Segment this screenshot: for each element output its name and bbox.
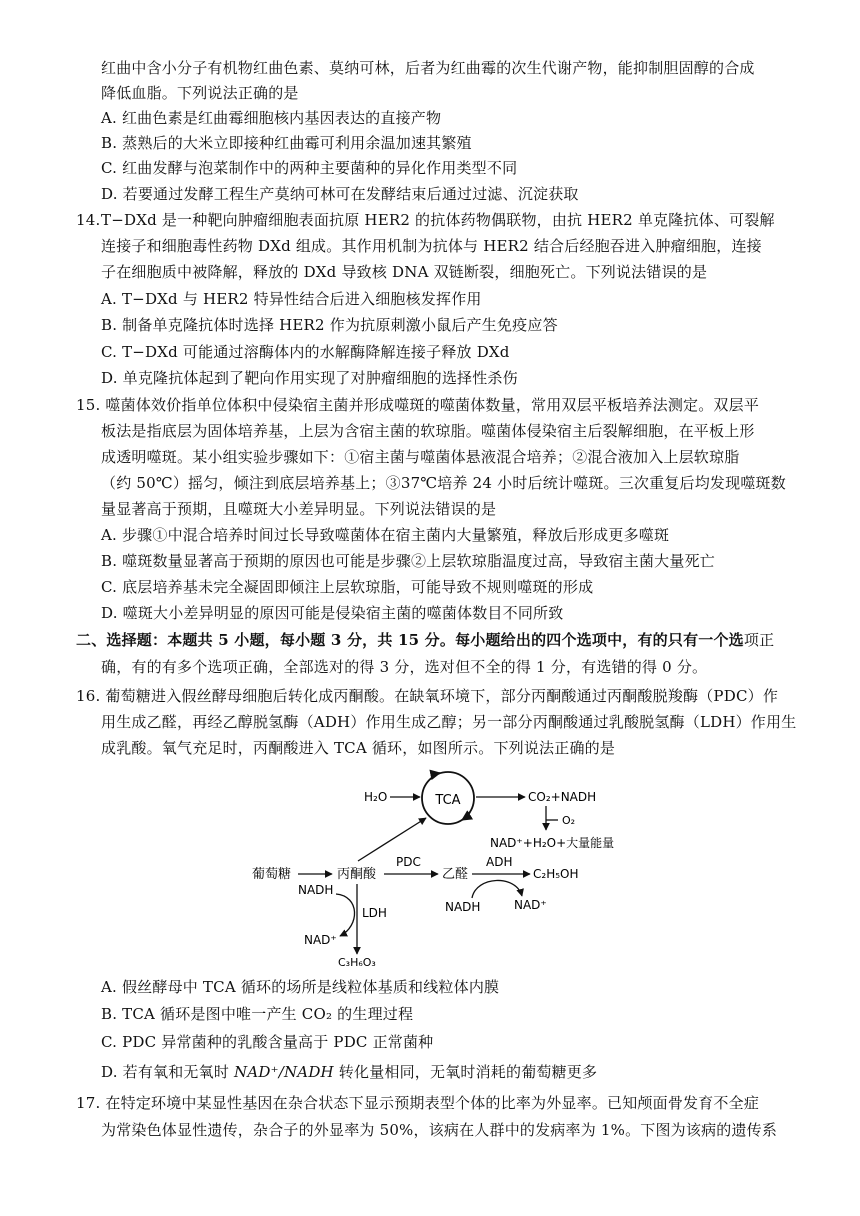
adh-label: ADH [486, 855, 513, 869]
q17-stem-line2: 为常染色体显性遗传，杂合子的外显率为 50%，该病在人群中的发病率为 1%。下图为该病的遗传系 [101, 1121, 778, 1139]
q15-option-d: D. 噬斑大小差异明显的原因可能是侵染宿主菌的噬菌体数目不同所致 [101, 604, 564, 622]
ldh-label: LDH [362, 906, 387, 920]
nad-right-label: NAD⁺ [514, 898, 547, 912]
nadh-right-label: NADH [445, 900, 481, 914]
q15-option-c: C. 底层培养基未完全凝固即倾注上层软琼脂，可能导致不规则噬斑的形成 [101, 578, 594, 596]
q15-stem-line1: 15. 噬菌体效价指单位体积中侵染宿主菌并形成噬斑的噬菌体数量，常用双层平板培养法测定。双层平 [76, 396, 760, 414]
pdc-label: PDC [396, 855, 421, 869]
q15-option-a: A. 步骤①中混合培养时间过长导致噬菌体在宿主菌内大量繁殖，释放后形成更多噬斑 [101, 526, 670, 544]
q13-option-b: B. 蒸熟后的大米立即接种红曲霉可利用余温加速其繁殖 [101, 134, 472, 152]
q14-stem-line1: T−DXd 是一种靶向肿瘤细胞表面抗原 HER2 的抗体药物偶联物，由抗 HER2 单克隆抗体、可裂解 [101, 211, 775, 229]
q13-option-d: D. 若要通过发酵工程生产莫纳可林可在发酵结束后通过过滤、沉淀获取 [101, 185, 579, 203]
q15-stem-line2: 板法是指底层为固体培养基，上层为含宿主菌的软琼脂。噬菌体侵染宿主后裂解细胞，在平板上形 [101, 422, 755, 440]
q17-stem-line1: 17. 在特定环境中某显性基因在杂合状态下显示预期表型个体的比率为外显率。已知颅面骨发育不全症 [76, 1094, 760, 1112]
nadh-left-label: NADH [298, 883, 334, 897]
q14-number: 14. [76, 211, 101, 229]
q16-option-d [101, 1062, 597, 1082]
energy-label: NAD⁺+H₂O+大量能量 [490, 836, 615, 850]
q13-stem-line1: 红曲中含小分子有机物红曲色素、莫纳可林，后者为红曲霉的次生代谢产物，能抑制胆固醇的合成 [101, 59, 755, 77]
q16-stem-line2: 用生成乙醛，再经乙醇脱氢酶（ADH）作用生成乙醇；另一部分丙酮酸通过乳酸脱氢酶（LDH）作用生 [101, 713, 797, 731]
section2-instructions-line1 [76, 630, 774, 650]
ethanol-label: C₂H₅OH [533, 867, 579, 881]
pyruvate-label: 丙酮酸 [337, 867, 377, 882]
tca-label: TCA [435, 793, 461, 808]
o2-label: O₂ [562, 814, 576, 827]
q15-stem-line4: （约 50℃）摇匀，倾注到底层培养基上；③37℃培养 24 小时后统计噬斑。三次重复后均发现噬斑数 [101, 474, 786, 492]
q15-stem-line5: 量显著高于预期，且噬斑大小差异明显。下列说法错误的是 [101, 500, 497, 518]
q13-stem-line2: 降低血脂。下列说法正确的是 [101, 84, 299, 102]
co2-nadh-label: CO₂+NADH [528, 790, 597, 804]
q16-option-b: B. TCA 循环是图中唯一产生 CO₂ 的生理过程 [101, 1005, 414, 1023]
q16-option-d-suffix: 转化量相同，无氧时消耗的葡萄糖更多 [333, 1063, 598, 1081]
q14-option-d: D. 单克隆抗体起到了靶向作用实现了对肿瘤细胞的选择性杀伤 [101, 369, 518, 387]
q15-option-b: B. 噬斑数量显著高于预期的原因也可能是步骤②上层软琼脂温度过高，导致宿主菌大量死亡 [101, 552, 715, 570]
section2-instructions-line2: 确，有的有多个选项正确，全部选对的得 3 分，选对但不全的得 1 分，有选错的得 0 分。 [101, 658, 708, 676]
q13-option-c: C. 红曲发酵与泡菜制作中的两种主要菌种的异化作用类型不同 [101, 159, 518, 177]
q16-option-d-prefix: D. 若有氧和无氧时 [101, 1063, 234, 1081]
q13-option-a: A. 红曲色素是红曲霉细胞核内基因表达的直接产物 [101, 109, 442, 127]
acetaldehyde-label: 乙醛 [442, 867, 469, 882]
q16-stem-line1: 16. 葡萄糖进入假丝酵母细胞后转化成丙酮酸。在缺氧环境下，部分丙酮酸通过丙酮酸脱羧酶（PDC）作 [76, 687, 779, 705]
nad-left-label: NAD⁺ [304, 933, 337, 947]
h2o-label: H₂O [364, 790, 388, 804]
q16-option-c: C. PDC 异常菌种的乳酸含量高于 PDC 正常菌种 [101, 1033, 434, 1051]
q14-stem-line3: 子在细胞质中被降解，释放的 DXd 导致核 DNA 双链断裂，细胞死亡。下列说法错误的是 [101, 263, 708, 281]
q14-option-c: C. T−DXd 可能通过溶酶体内的水解酶降解连接子释放 DXd [101, 343, 510, 361]
nad-ratio-formula: NAD⁺/NADH [234, 1063, 334, 1081]
q14-stem-line2: 连接子和细胞毒性药物 DXd 组成。其作用机制为抗体与 HER2 结合后经胞吞进入肿瘤细胞，连接 [101, 237, 762, 255]
q16-option-a: A. 假丝酵母中 TCA 循环的场所是线粒体基质和线粒体内膜 [101, 978, 500, 996]
glucose-label: 葡萄糖 [252, 867, 292, 882]
section2-tail-text: 项正 [743, 631, 775, 649]
metabolism-diagram [240, 768, 660, 968]
q14-option-b: B. 制备单克隆抗体时选择 HER2 作为抗原刺激小鼠后产生免疫应答 [101, 316, 558, 334]
q14-option-a: A. T−DXd 与 HER2 特异性结合后进入细胞核发挥作用 [101, 290, 482, 308]
q16-stem-line3: 成乳酸。氧气充足时，丙酮酸进入 TCA 循环，如图所示。下列说法正确的是 [101, 739, 616, 757]
q15-stem-line3: 成透明噬斑。某小组实验步骤如下：①宿主菌与噬菌体悬液混合培养；②混合液加入上层软琼脂 [101, 448, 740, 466]
lactate-label: C₃H₆O₃ [338, 956, 376, 968]
section2-bold-text: 二、选择题：本题共 5 小题，每小题 3 分，共 15 分。每小题给出的四个选项中，有的只有一个选 [76, 631, 744, 649]
